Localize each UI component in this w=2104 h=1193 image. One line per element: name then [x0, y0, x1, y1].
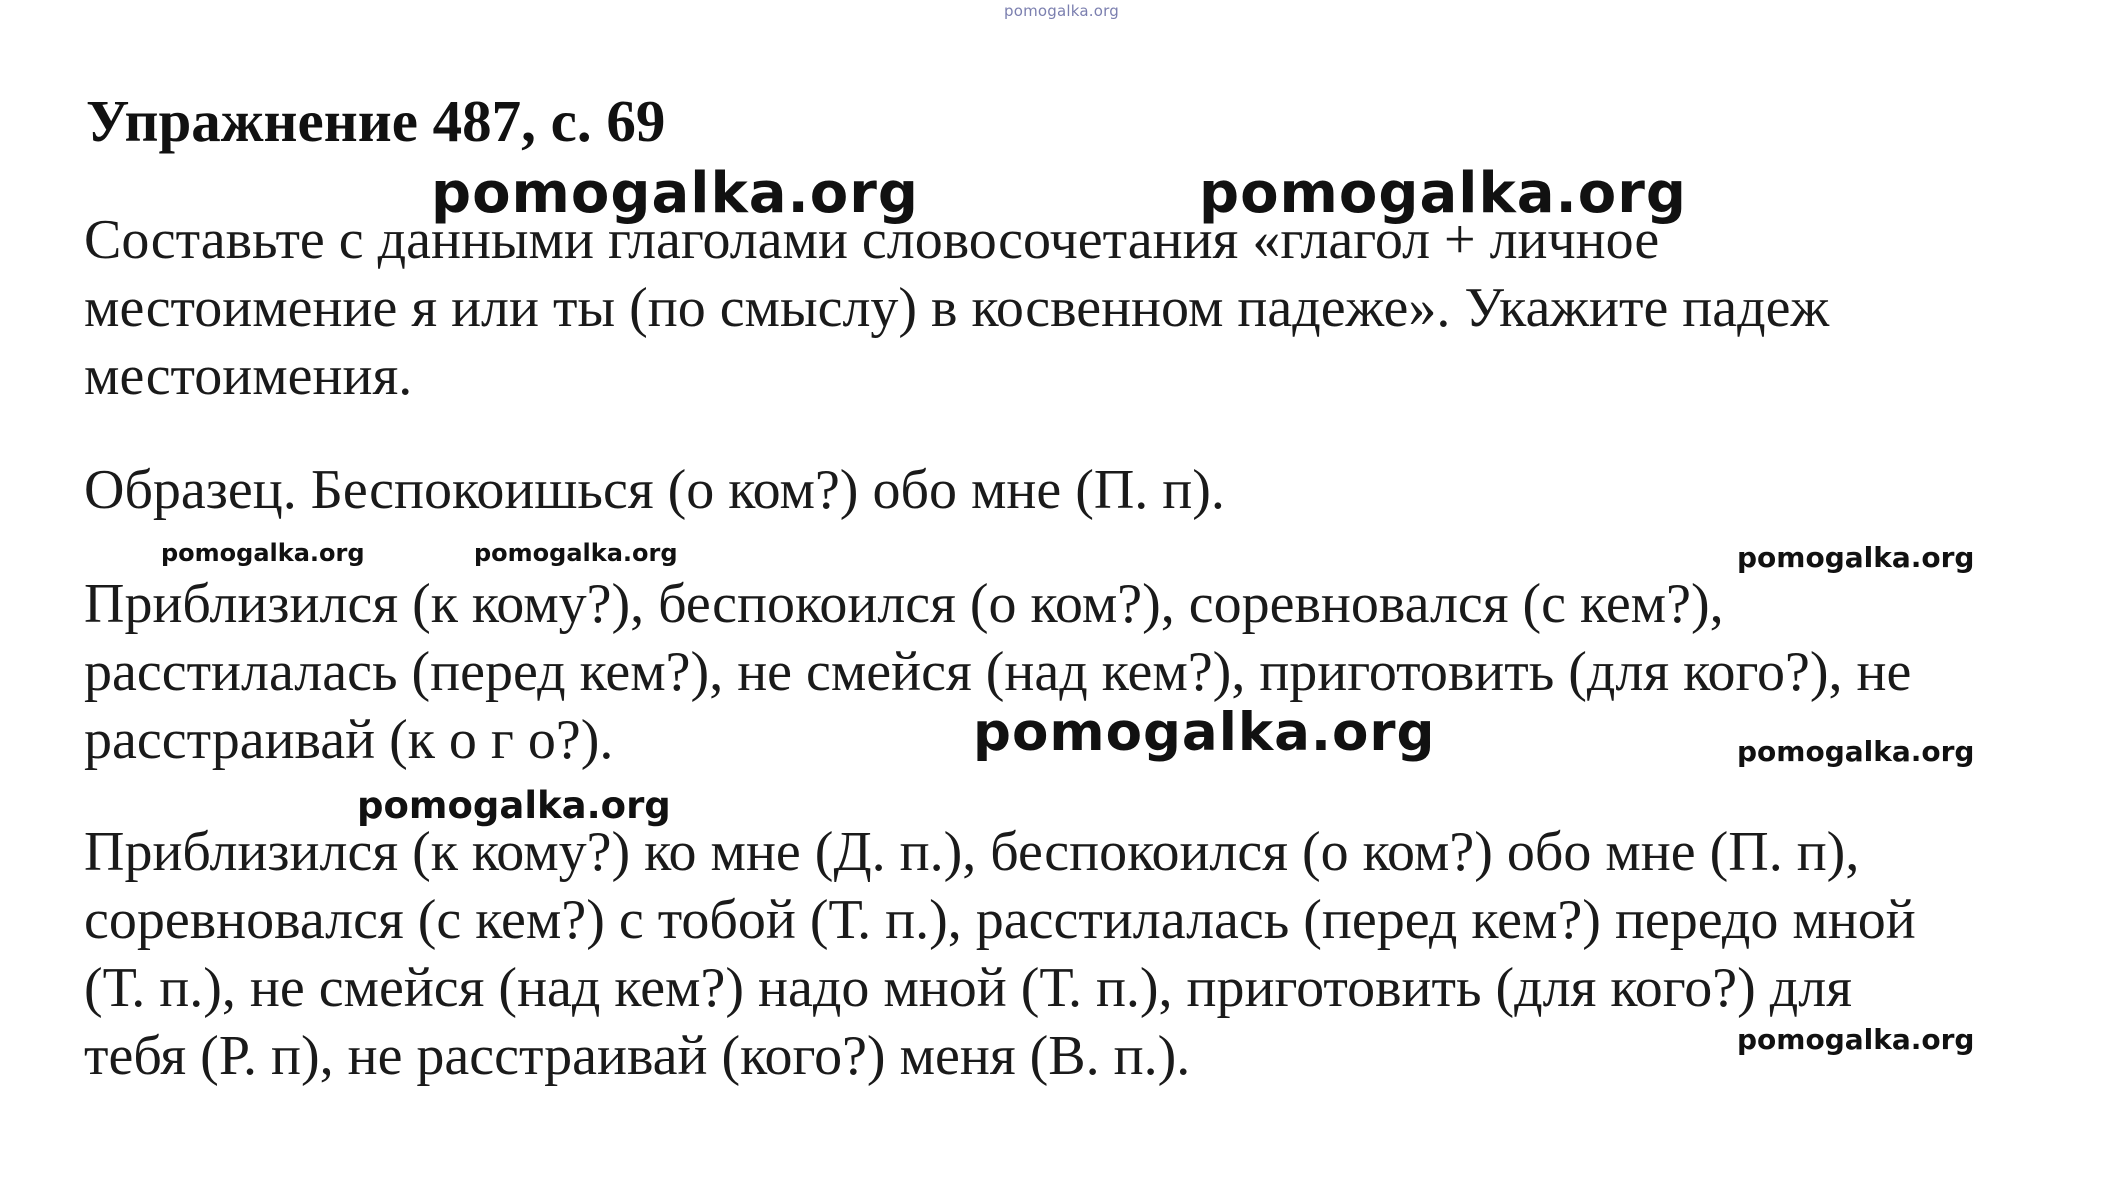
completed-answer: Приблизился (к кому?) ко мне (Д. п.), беспокоился (о ком?) обо мне (П. п), соревновался (с кем?) с тобой (Т. п.), расстилалась (перед кем?) передо мной (Т. п.), не смейся (над кем?) надо мной (Т. п.), приготовить (для кого?) для тебя (Р. п), не расстраивай (кого?) меня (В. п.). [84, 821, 1916, 1087]
watermark-small-1: pomogalka.org [161, 539, 365, 567]
watermark-small-2: pomogalka.org [474, 539, 678, 567]
verb-list: Приблизился (к кому?), беспокоился (о ком?), соревновался (с кем?), расстилалась (перед кем?), не смейся (над кем?), приготовить (для кого?), не расстраивай (к о г о?). [84, 573, 1912, 771]
watermark-small-3: pomogalka.org [1737, 541, 1975, 574]
exercise-task: Составьте с данными глаголами словосочетания «глагол + личное местоимение я или ты (по смыслу) в косвенном падеже». Укажите падеж местоимения. [84, 209, 1830, 407]
watermark-large-right: pomogalka.org [1199, 161, 1687, 226]
page-title: Упражнение 487, с. 69 [86, 88, 666, 154]
watermark-small-5: pomogalka.org [1737, 1023, 1975, 1056]
watermark-top: pomogalka.org [1004, 2, 1119, 20]
watermark-large-left: pomogalka.org [431, 161, 919, 226]
watermark-medium: pomogalka.org [357, 784, 671, 827]
watermark-center: pomogalka.org [973, 702, 1436, 763]
sample-answer: Образец. Беспокоишься (о ком?) обо мне (П. п). [84, 459, 1225, 521]
watermark-small-4: pomogalka.org [1737, 735, 1975, 768]
